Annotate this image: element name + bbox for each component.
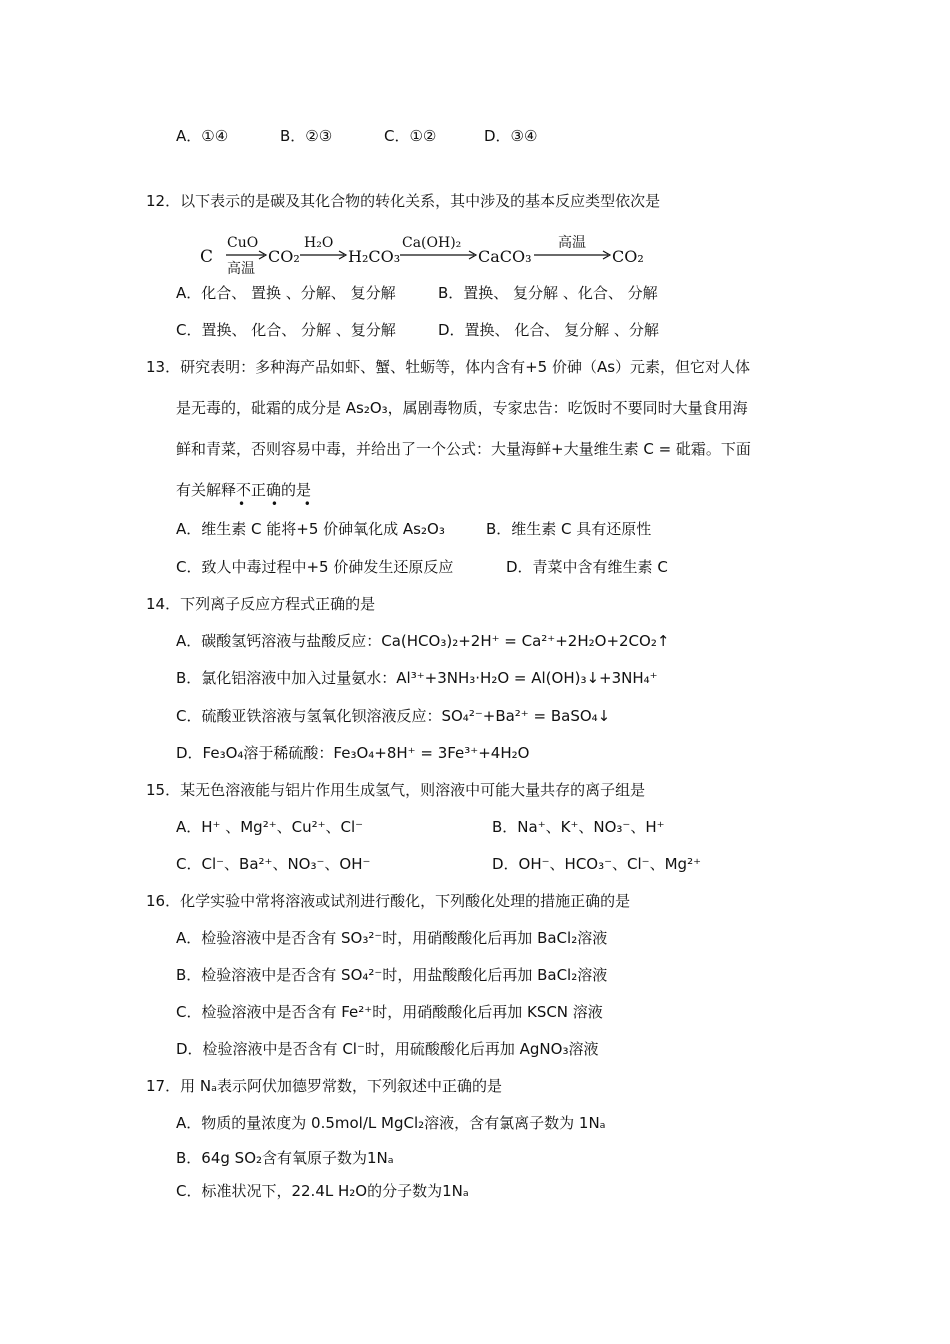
q12-option-b: B．置换、 复分解 、化合、 分解 xyxy=(438,284,658,302)
scheme-co2-1: CO₂ xyxy=(268,247,300,266)
q13-option-c: C．致人中毒过程中+5 价砷发生还原反应 xyxy=(176,558,454,576)
scheme-co2-2: CO₂ xyxy=(612,247,644,266)
q14-option-d: D．Fe₃O₄溶于稀硫酸：Fe₃O₄+8H⁺ = 3Fe³⁺+4H₂O xyxy=(176,744,530,762)
q13-stem-line-3: 鲜和青菜，否则容易中毒，并给出了一个公式：大量海鲜+大量维生素 C = 砒霜。下面 xyxy=(176,440,751,458)
q15-option-a: A．H⁺ 、Mg²⁺、Cu²⁺、Cl⁻ xyxy=(176,818,364,836)
q11-option-c: C．①② xyxy=(384,127,437,145)
q11-option-a: A．①④ xyxy=(176,127,229,145)
q13-option-a: A．维生素 C 能将+5 价砷氧化成 As₂O₃ xyxy=(176,520,445,538)
q15-option-b: B．Na⁺、K⁺、NO₃⁻、H⁺ xyxy=(492,818,665,836)
q12-stem: 12．以下表示的是碳及其化合物的转化关系，其中涉及的基本反应类型依次是 xyxy=(146,192,661,210)
q16-option-b: B．检验溶液中是否含有 SO₄²⁻时，用盐酸酸化后再加 BaCl₂溶液 xyxy=(176,966,608,984)
q17-option-c: C．标准状况下，22.4L H₂O的分子数为1Nₐ xyxy=(176,1182,469,1200)
q14-option-c: C．硫酸亚铁溶液与氢氧化钡溶液反应：SO₄²⁻+Ba²⁺ = BaSO₄↓ xyxy=(176,707,611,725)
q15-stem: 15．某无色溶液能与铝片作用生成氢气，则溶液中可能大量共存的离子组是 xyxy=(146,781,646,799)
q16-option-a: A．检验溶液中是否含有 SO₃²⁻时，用硝酸酸化后再加 BaCl₂溶液 xyxy=(176,929,608,947)
q13-stem-line-1: 13．研究表明：多种海产品如虾、蟹、牡蛎等，体内含有+5 价砷（As）元素，但它对人体 xyxy=(146,358,751,376)
q13-stem-line-4: 有关解释不正确的是 xyxy=(176,481,312,499)
q11-option-b: B．②③ xyxy=(280,127,333,145)
scheme-caoh2: Ca(OH)₂ xyxy=(402,235,462,251)
scheme-cuo: CuO xyxy=(227,235,259,251)
scheme-gaowen-1: 高温 xyxy=(227,261,255,276)
q13-stem-line-2: 是无毒的，砒霜的成分是 As₂O₃，属剧毒物质，专家忠告：吃饭时不要同时大量食用海 xyxy=(176,399,748,417)
q12-option-a: A．化合、 置换 、分解、 复分解 xyxy=(176,284,396,302)
q11-option-d: D．③④ xyxy=(484,127,538,145)
q12-option-c: C．置换、 化合、 分解 、复分解 xyxy=(176,321,396,339)
q17-option-b: B．64g SO₂含有氧原子数为1Nₐ xyxy=(176,1149,394,1167)
q14-option-b: B．氯化铝溶液中加入过量氨水：Al³⁺+3NH₃·H₂O = Al(OH)₃↓+3NH₄⁺ xyxy=(176,669,658,687)
q14-option-a: A．碳酸氢钙溶液与盐酸反应：Ca(HCO₃)₂+2H⁺ = Ca²⁺+2H₂O+2CO₂↑ xyxy=(176,632,670,650)
q13-option-b: B．维生素 C 具有还原性 xyxy=(486,520,652,538)
q17-stem: 17．用 Nₐ表示阿伏加德罗常数，下列叙述中正确的是 xyxy=(146,1077,502,1095)
q13-option-d: D．青菜中含有维生素 C xyxy=(506,558,668,576)
q16-option-c: C．检验溶液中是否含有 Fe²⁺时，用硝酸酸化后再加 KSCN 溶液 xyxy=(176,1003,603,1021)
scheme-h2o: H₂O xyxy=(304,235,334,251)
scheme-h2co3: H₂CO₃ xyxy=(348,247,401,266)
scheme-caco3: CaCO₃ xyxy=(478,247,532,266)
emphasis-dots: • • • xyxy=(238,497,322,511)
q16-option-d: D．检验溶液中是否含有 Cl⁻时，用硫酸酸化后再加 AgNO₃溶液 xyxy=(176,1040,599,1058)
q15-option-c: C．Cl⁻、Ba²⁺、NO₃⁻、OH⁻ xyxy=(176,855,371,873)
q17-option-a: A．物质的量浓度为 0.5mol/L MgCl₂溶液，含有氯离子数为 1Nₐ xyxy=(176,1114,606,1132)
scheme-gaowen-2: 高温 xyxy=(558,235,586,251)
q16-stem: 16．化学实验中常将溶液或试剂进行酸化，下列酸化处理的措施正确的是 xyxy=(146,892,631,910)
q14-stem: 14．下列离子反应方程式正确的是 xyxy=(146,595,376,613)
q12-reaction-scheme xyxy=(196,232,656,276)
q15-option-d: D．OH⁻、HCO₃⁻、Cl⁻、Mg²⁺ xyxy=(492,855,701,873)
q12-option-d: D．置换、 化合、 复分解 、分解 xyxy=(438,321,659,339)
scheme-c: C xyxy=(200,247,214,267)
